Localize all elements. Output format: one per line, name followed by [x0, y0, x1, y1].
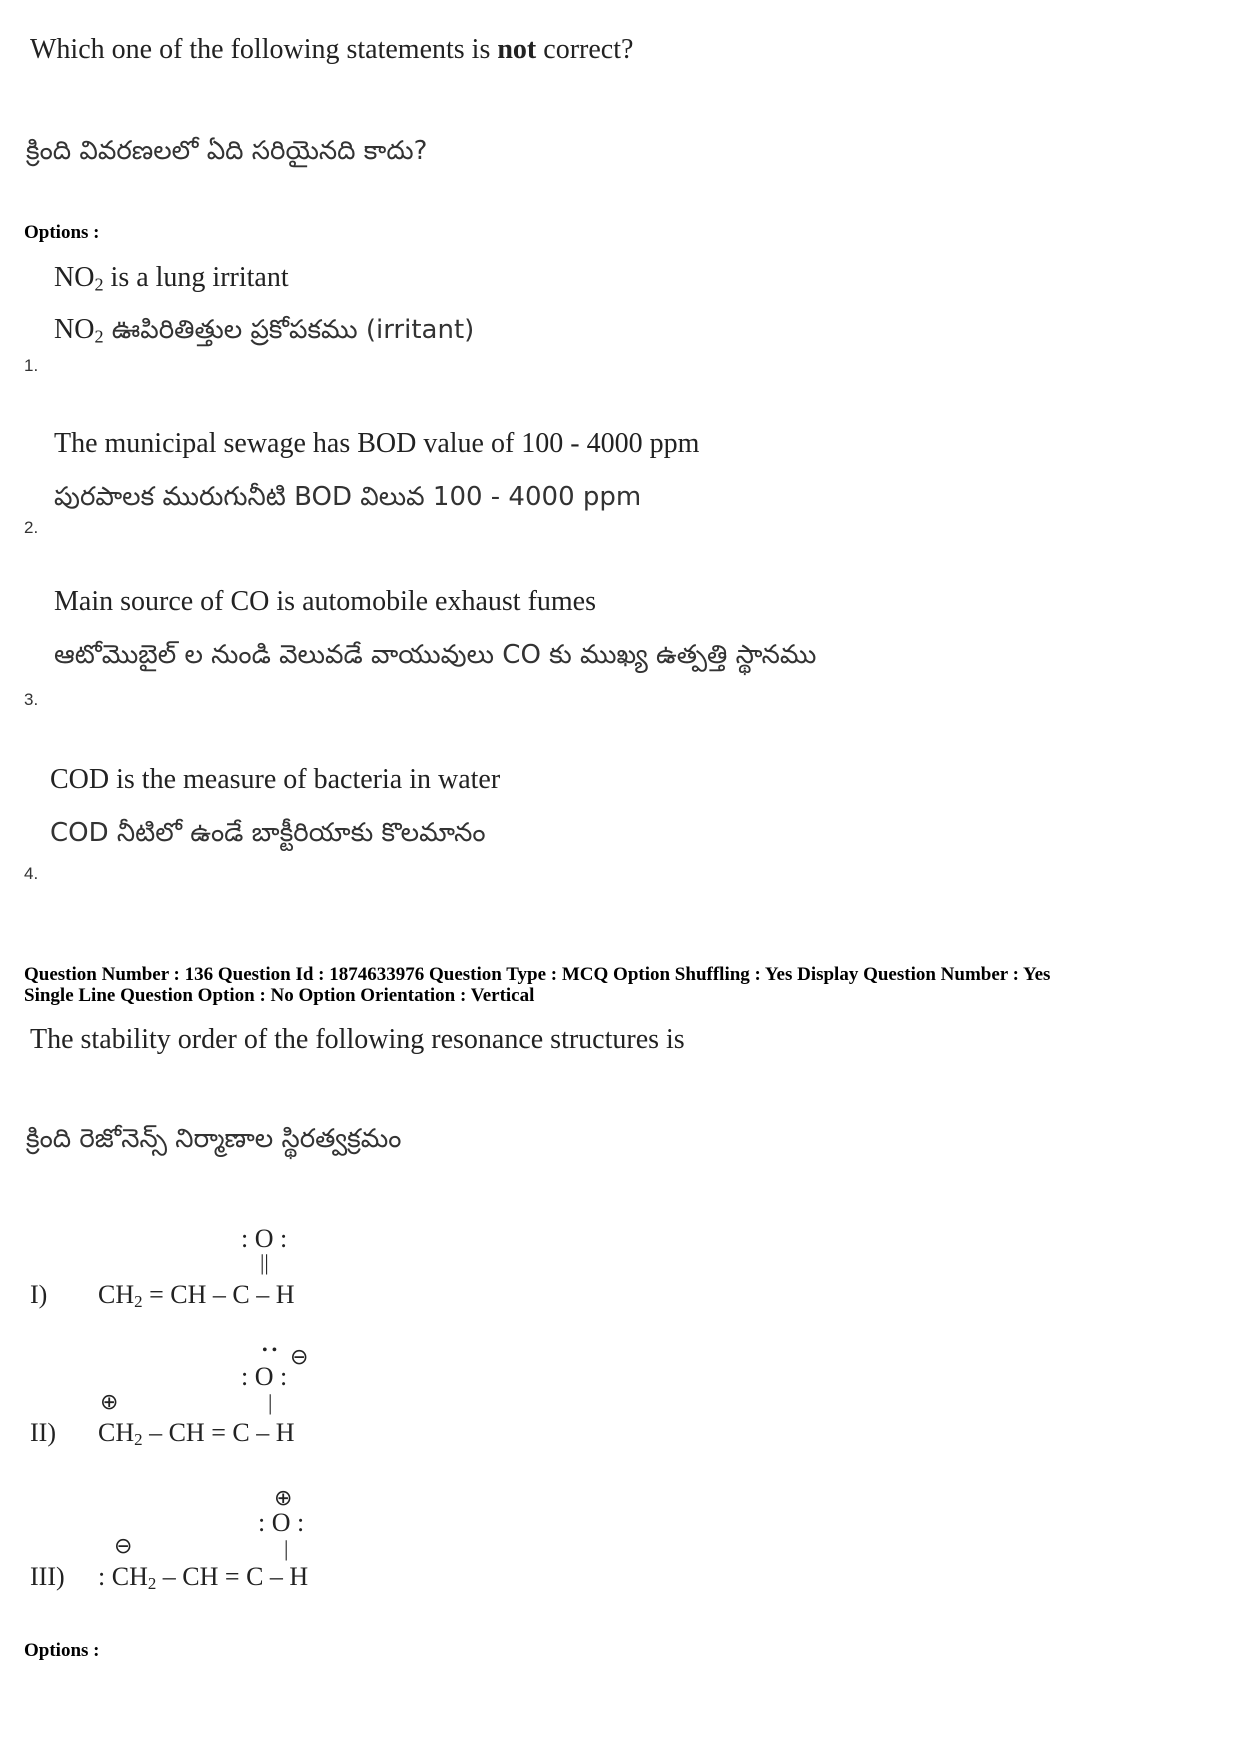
options-label: Options : [24, 222, 100, 243]
option-2-number: 2. [24, 518, 39, 537]
option-2-telugu[interactable]: పురపాలక మురుగునీటి BOD విలువ 100 - 4000 ppm [54, 482, 642, 512]
structure-2-positive-charge: ⊕ [100, 1390, 119, 1415]
option-3-telugu[interactable]: ఆటోమొబైల్ ల నుండి వెలువడే వాయువులు CO కు ముఖ్య ఉత్పత్తి స్థానము [54, 640, 817, 670]
question-meta-line-1: Question Number : 136 Question Id : 1874633976 Question Type : MCQ Option Shuffling : Yes Display Question Number : Yes [24, 964, 1051, 985]
structure-2-negative-charge: ⊖ [290, 1345, 309, 1370]
option-1-number: 1. [24, 356, 39, 375]
structure-1-label: I) [30, 1280, 48, 1309]
structure-3-positive-charge: ⊕ [274, 1486, 293, 1511]
structure-3-oxygen: : O : [258, 1508, 305, 1537]
structure-3-single-bond: | [284, 1536, 289, 1561]
option-4-number: 4. [24, 864, 39, 883]
option-3-number: 3. [24, 690, 39, 709]
structure-3-formula: : $CH_2$ – CH = C – H [98, 1562, 309, 1594]
option-4-telugu[interactable]: COD నీటిలో ఉండే బాక్టీరియాకు కొలమానం [50, 818, 486, 848]
question-text: Which one of the following statements is not correct? [30, 34, 634, 65]
question-text-telugu: క్రింది రెజోనెన్స్ నిర్మాణాల స్థిరత్వక్రమం [26, 1124, 402, 1154]
emphasis-not: not [497, 34, 537, 65]
option-1-telugu[interactable]: $NO_2$ ఊపిరితిత్తుల ప్రకోపకము (irritant) [54, 314, 475, 347]
structure-2-oxygen: : O : [241, 1362, 288, 1391]
option-3-text[interactable]: Main source of CO is automobile exhaust fumes [54, 586, 597, 617]
options-label: Options : [24, 1640, 100, 1661]
structure-1-oxygen: : O : [241, 1224, 288, 1253]
structure-1-double-bond: || [260, 1250, 269, 1275]
structure-3-label: III) [30, 1562, 65, 1591]
structure-2-single-bond: | [268, 1390, 273, 1415]
option-1-text[interactable]: $NO_2$ is a lung irritant [54, 262, 289, 295]
question-text-telugu: క్రింది వివరణలలో ఏది సరియైనది కాదు? [26, 136, 428, 166]
structure-2-label: II) [30, 1418, 56, 1447]
structure-2-lone-pair: • • [262, 1342, 278, 1359]
question-meta-line-2: Single Line Question Option : No Option Orientation : Vertical [24, 985, 535, 1006]
structure-3-negative-charge: ⊖ [114, 1534, 133, 1559]
option-4-text[interactable]: COD is the measure of bacteria in water [50, 764, 501, 795]
option-2-text[interactable]: The municipal sewage has BOD value of 100 - 4000 ppm [54, 428, 700, 459]
structure-1-formula: $CH_2$ = CH – C – H [98, 1280, 295, 1312]
structure-2-formula: $CH_2$ – CH = C – H [98, 1418, 295, 1450]
question-text: The stability order of the following resonance structures is [30, 1024, 685, 1055]
